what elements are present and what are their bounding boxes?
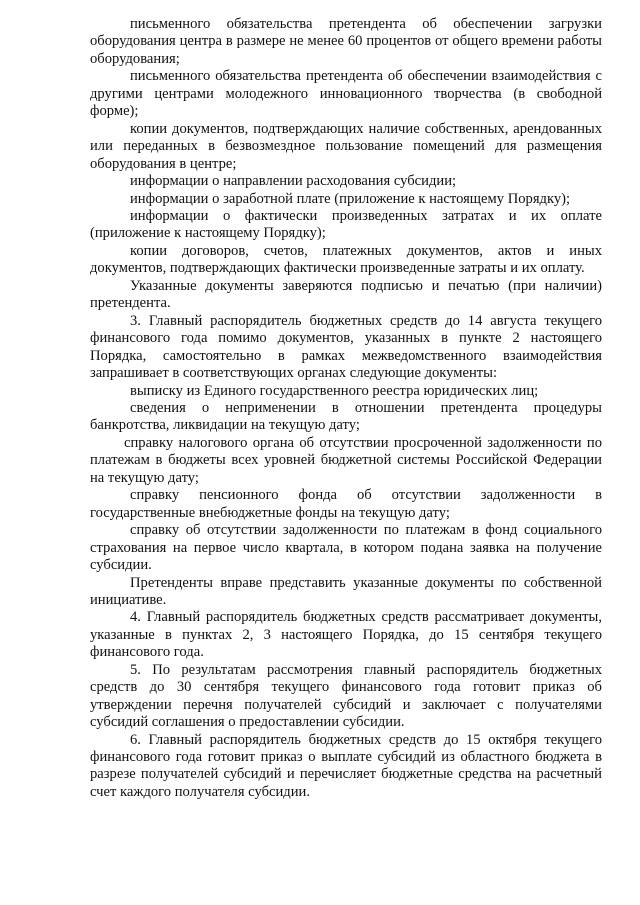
paragraph: информации о заработной плате (приложение к настоящему Порядку);	[130, 190, 571, 207]
paragraph: копии документов, подтверждающих наличие собственных, арендованных или переданных в безвозмездное пользование помещений для размещения оборудования в центре;	[90, 120, 602, 172]
paragraph: информации о фактически произведенных затратах и их оплате (приложение к настоящему Порядку);	[90, 207, 602, 242]
paragraph: 6. Главный распорядитель бюджетных средств до 15 октября текущего финансового года готовит приказ о выплате субсидий из областного бюджета в разрезе получателей субсидий и перечисляет бюджетные средства на расчетный счет каждого получателя субсидии.	[90, 731, 602, 800]
paragraph: информации о направлении расходования субсидии;	[130, 173, 457, 190]
paragraph: письменного обязательства претендента об обеспечении загрузки оборудования центра в размере не менее 60 процентов от общего времени работы оборудования;	[90, 16, 602, 67]
paragraph: 5. По результатам рассмотрения главный распорядитель бюджетных средств до 30 сентября текущего финансового года готовит приказ об утверждении перечня получателей субсидий и заключает с получателями субсидий соглашения о предоставлении субсидии.	[90, 661, 602, 731]
document-page	[90, 16, 602, 801]
paragraph: Претенденты вправе представить указанные документы по собственной инициативе.	[90, 574, 602, 608]
paragraph: Указанные документы заверяются подписью и печатью (при наличии) претендента.	[90, 277, 602, 312]
paragraph: 4. Главный распорядитель бюджетных средств рассматривает документы, указанные в пунктах 2, 3 настоящего Порядка, до 15 сентября текущего финансового года.	[90, 609, 602, 661]
paragraph: копии договоров, счетов, платежных документов, актов и иных документов, подтверждающих фактически произведенные затраты и их оплату.	[90, 242, 602, 277]
paragraph: письменного обязательства претендента об обеспечении взаимодействия с другими центрами молодежного инновационного творчества (в свободной форме);	[90, 68, 602, 120]
paragraph: справку налогового органа об отсутствии просроченной задолженности по платежам в бюджеты всех уровней бюджетной системы Российской Федерации на текущую дату;	[90, 434, 602, 486]
paragraph: выписку из Единого государственного реестра юридических лиц;	[130, 382, 539, 399]
paragraph: 3. Главный распорядитель бюджетных средств до 14 августа текущего финансового года помимо документов, указанных в пункте 2 настоящего Порядка, самостоятельно в рамках межведомственного взаимодействия запрашивает в соответствующих органах следующие документы:	[90, 312, 602, 382]
paragraph: справку пенсионного фонда об отсутствии задолженности в государственные внебюджетные фонды на текущую дату;	[90, 487, 602, 521]
paragraph: справку об отсутствии задолженности по платежам в фонд социального страхования на первое число квартала, в котором подана заявка на получение субсидии.	[90, 522, 602, 574]
paragraph: сведения о неприменении в отношении претендента процедуры банкротства, ликвидации на текущую дату;	[90, 399, 602, 434]
